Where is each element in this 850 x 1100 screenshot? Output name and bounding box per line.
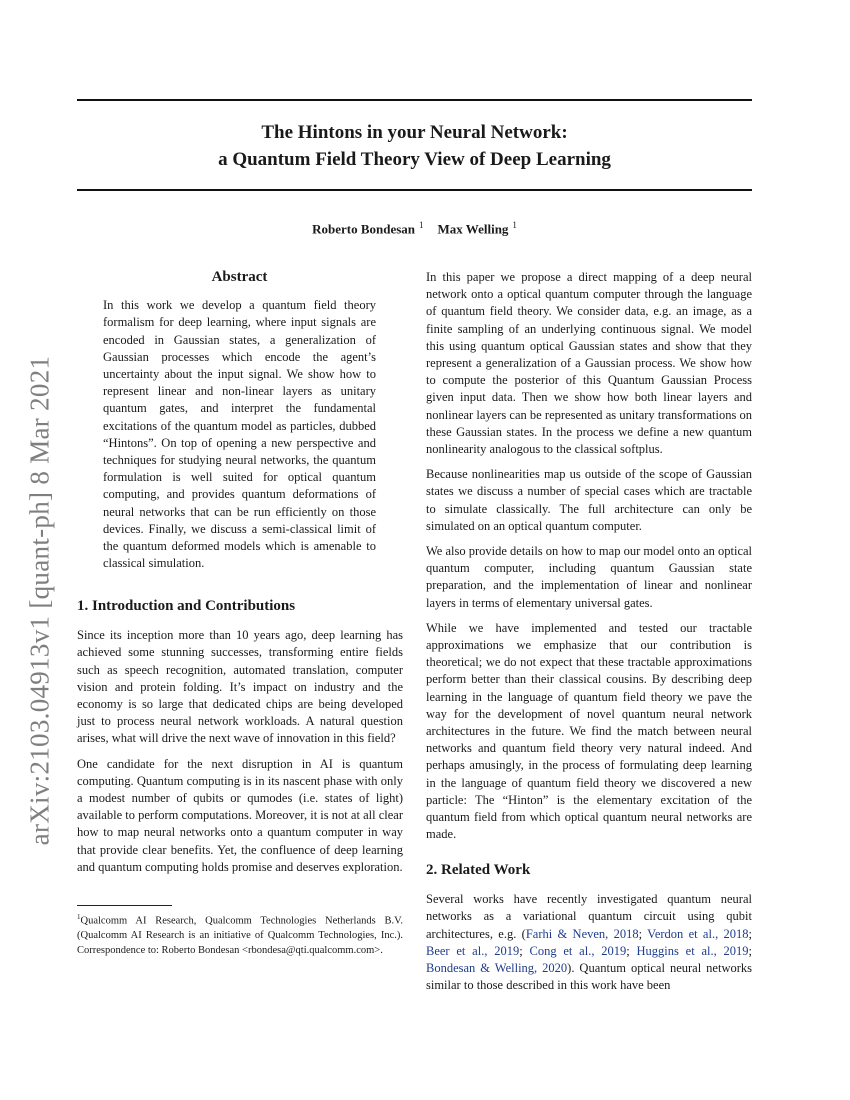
abstract-text: In this work we develop a quantum field theory formalism for deep learning, where input signals are encoded in Gaussian states, a generalization of Gaussian processes which encode the agent’s uncertainty about the input signal. We show how to represent linear and non-linear layers as unitary quantum gates, and interpret the fundamental excitations of the quantum model as particles, dubbed “Hintons”. On top of opening a new perspective and techniques for studying neural networks, the quantum formulation is well suited for optical quantum computing, and provides quantum deformations of neural networks that can be run efficiently on those devices. Finally, we discuss a semi-classical limit of the quantum deformed models which is amenable to classical simulation. bbox=[103, 298, 376, 571]
citation-link[interactable]: Verdon et al., 2018 bbox=[647, 926, 749, 941]
footnote-rule bbox=[77, 905, 172, 906]
author-affiliation: 1 bbox=[512, 220, 517, 230]
citation-link[interactable]: Cong et al., 2019 bbox=[529, 943, 627, 958]
arxiv-identifier: arXiv:2103.04913v1 [quant-ph] 8 Mar 2021 bbox=[24, 355, 55, 845]
paragraph: Several works have recently investigated quantum neural networks as a variational quantum circuit using qubit architectures, e.g. (Farhi & Neven, 2018; Verdon et al., 2018; Beer et al., 2019; Cong et al., 2019; Huggins et al., 2019; Bondesan & Welling, 2020). Quantum optical neural networks similar to those described in this work have been bbox=[426, 892, 752, 993]
footnote-text: Qualcomm AI Research, Qualcomm Technologies Netherlands B.V. (Qualcomm AI Research is an initiative of Qualcomm Technologies, Inc.). Correspondence to: Roberto Bondesan <rbondesa@qti.qualcomm.com>. bbox=[77, 915, 403, 956]
paragraph: One candidate for the next disruption in AI is quantum computing. Quantum computing is in its nascent phase with only a modest number of qubits or qumodes (i.e. states of light) available to perform computations. Moreover, it is not at all clear how to map neural networks onto a quantum computer in way that provide clear benefits. Yet, the confluence of deep learning and quantum computing holds promise and deserves exploration. bbox=[77, 756, 403, 874]
footnote bbox=[77, 910, 403, 958]
paragraph-text: Several works have recently investigated quantum neural networks as a variational quantum circuit using qubit architectures, e.g. ( bbox=[426, 892, 752, 941]
paragraph: While we have implemented and tested our tractable approximations we emphasize that our contribution is theoretical; we do not expect that these tractable approximations perform better than their classical cousins. By describing deep learning in the language of quantum field theory we pave the way for the development of novel quantum neural network architectures in the future. We find the match between neural networks and quantum field theory very natural indeed. And perhaps amusingly, in the process of formulating deep learning in the language of quantum field theory we discovered a new particle: The “Hinton” is the elementary excitation of the quantum field from which optical quantum neural networks are made. bbox=[426, 620, 752, 842]
section-heading: 1. Introduction and Contributions bbox=[77, 598, 296, 614]
abstract-heading: Abstract bbox=[211, 269, 268, 285]
introduction-section bbox=[77, 598, 403, 884]
title-bottom-rule bbox=[77, 189, 752, 191]
paragraph: In this paper we propose a direct mapping of a deep neural network onto a optical quantum computer through the language of quantum field theory. We consider data, e.g. an image, as a finite sampling of an underlying continuous signal. We model this using quantum optical Gaussian states and show that they represent a generalization of a Gaussian process. We show how to compute the posterior of this Quantum Gaussian Process given input data. Then we show how both linear layers and nonlinear layers can be represented as unitary transformations on these Gaussian states. In the process we define a new quantum nonlinearity analogous to the classical softplus. bbox=[426, 270, 752, 457]
title-line-1: The Hintons in your Neural Network: bbox=[261, 122, 568, 143]
author-list bbox=[77, 220, 752, 237]
paragraph: We also provide details on how to map our model onto an optical quantum computer, including quantum Gaussian state preparation, and the implementation of linear and nonlinear layers in terms of elementary universal gates. bbox=[426, 544, 753, 610]
related-work-section bbox=[426, 862, 752, 1002]
paper-title bbox=[77, 119, 752, 173]
abstract bbox=[103, 269, 376, 572]
paragraph: Since its inception more than 10 years ago, deep learning has achieved some stunning successes, transforming entire fields such as speech recognition, automated translation, computer vision and protein folding. It’s impact on industry and the economy is so large that dedicated chips are being developed just to process neural network workloads. A natural question arises, what will drive the next wave of innovation in this field? bbox=[77, 628, 403, 746]
author-affiliation: 1 bbox=[419, 220, 424, 230]
section-heading: 2. Related Work bbox=[426, 862, 531, 878]
author-name: Roberto Bondesan bbox=[312, 221, 416, 237]
citation-link[interactable]: Farhi & Neven, 2018 bbox=[525, 926, 639, 941]
citation-link[interactable]: Bondesan & Welling, 2020 bbox=[426, 961, 568, 976]
arxiv-sidebar bbox=[10, 355, 70, 845]
citation-link[interactable]: Beer et al., 2019 bbox=[426, 943, 520, 958]
top-rule bbox=[77, 99, 752, 101]
paragraph: Because nonlinearities map us outside of the scope of Gaussian states we discuss a number of special cases which are tractable to simulate classically. The full architecture can only be simulated on an optical quantum computer. bbox=[426, 467, 752, 533]
citation-link[interactable]: Huggins et al., 2019 bbox=[636, 943, 749, 958]
introduction-continued bbox=[426, 269, 752, 852]
title-line-2: a Quantum Field Theory View of Deep Learning bbox=[218, 149, 611, 170]
paragraph-text: ). Quantum optical neural networks similar to those described in this work have been bbox=[426, 961, 752, 993]
footnote-mark: 1 bbox=[77, 913, 81, 921]
author-name: Max Welling bbox=[437, 221, 509, 237]
